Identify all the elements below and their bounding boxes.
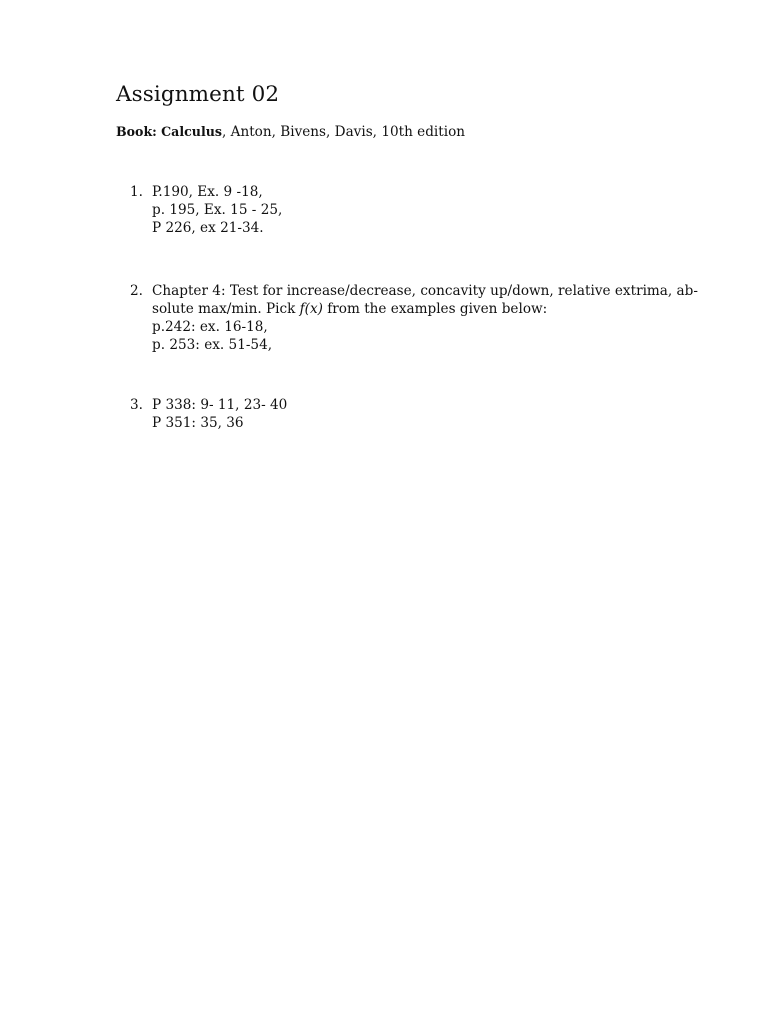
list-item — [116, 282, 698, 354]
book-title: Calculus — [161, 124, 222, 139]
book-label: Book: — [116, 124, 157, 139]
math-expression: f(x) — [299, 301, 323, 317]
list-item-line: p.242: ex. 16-18, — [152, 319, 268, 335]
list-item-line: p. 195, Ex. 15 - 25, — [152, 202, 283, 218]
list-item-line: p. 253: ex. 51-54, — [152, 337, 273, 353]
list-item-text: from the examples given below: — [322, 301, 548, 317]
book-reference — [116, 123, 465, 141]
book-details: , Anton, Bivens, Davis, 10th edition — [221, 124, 466, 140]
list-item — [116, 396, 676, 432]
list-item — [116, 183, 676, 237]
list-item-line: P.190, Ex. 9 -18, — [152, 184, 263, 200]
list-item-text: solute max/min. Pick — [152, 301, 300, 317]
list-item-number: 2. — [130, 283, 143, 299]
document-title: Assignment 02 — [116, 82, 280, 107]
list-item-number: 3. — [130, 397, 143, 413]
list-item-number: 1. — [130, 184, 143, 200]
list-item-line: P 338: 9- 11, 23- 40 — [152, 397, 288, 413]
list-item-line: P 226, ex 21-34. — [152, 220, 264, 236]
list-item-line — [152, 300, 676, 318]
list-item-body — [152, 396, 676, 432]
list-item-line: Chapter 4: Test for increase/decrease, concavity up/down, relative extrima, ab- — [152, 283, 698, 299]
list-item-line: P 351: 35, 36 — [152, 415, 244, 431]
list-item-body — [152, 282, 698, 354]
list-item-body — [152, 183, 676, 237]
